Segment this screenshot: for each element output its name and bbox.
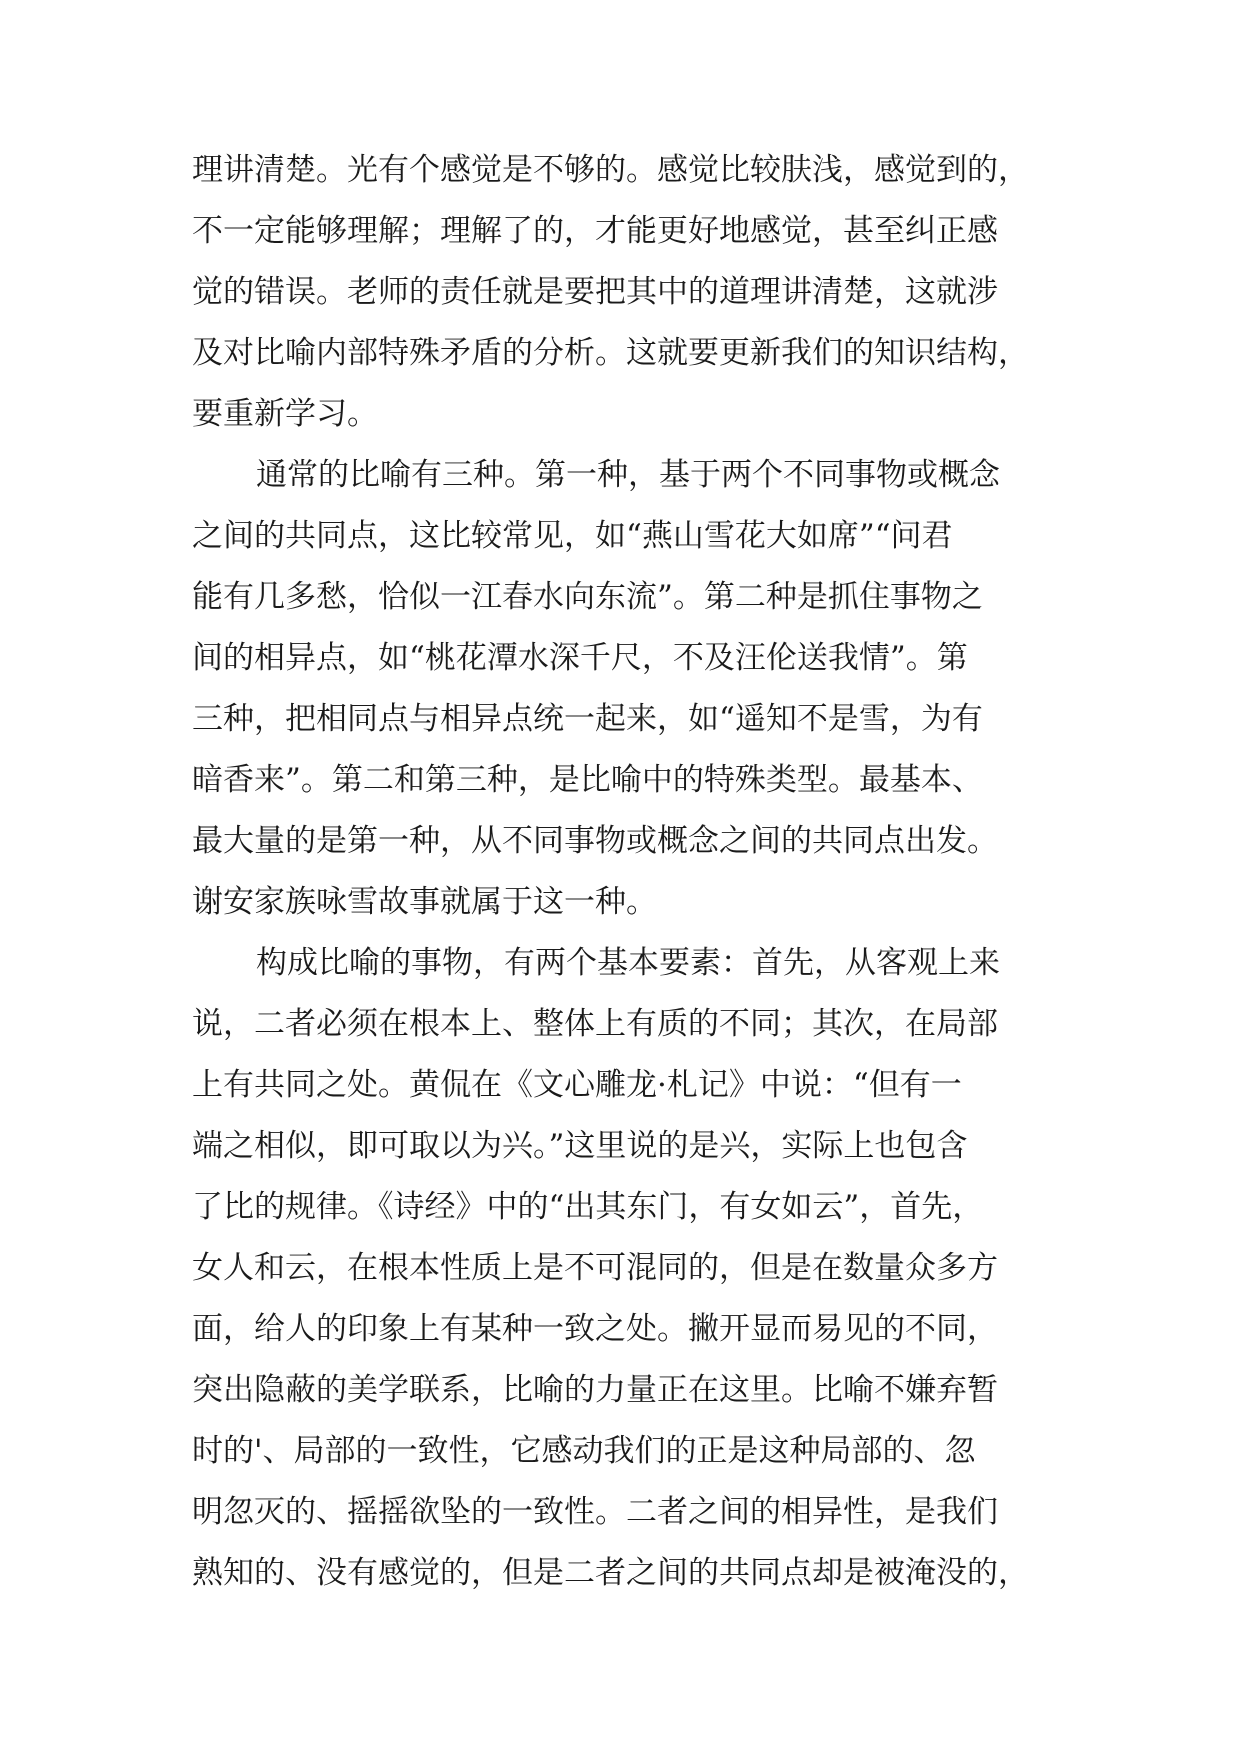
text-line: 端之相似，即可取以为兴。”这里说的是兴，实际上也包含: [192, 1128, 968, 1164]
paragraph-first-line: 构成比喻的事物，有两个基本要素：首先，从客观上来: [256, 945, 1000, 981]
text-line: 上有共同之处。黄侃在《文心雕龙·札记》中说：“但有一: [192, 1067, 962, 1103]
text-line: 女人和云，在根本性质上是不可混同的，但是在数量众多方: [192, 1250, 998, 1286]
text-line: 不一定能够理解；理解了的，才能更好地感觉，甚至纠正感: [192, 213, 998, 249]
text-line: 明忽灭的、摇摇欲坠的一致性。二者之间的相异性，是我们: [192, 1494, 998, 1530]
text-line: 突出隐蔽的美学联系，比喻的力量正在这里。比喻不嫌弃暂: [192, 1372, 998, 1408]
text-line: 三种，把相同点与相异点统一起来，如“遥知不是雪，为有: [192, 701, 983, 737]
text-line: 面，给人的印象上有某种一致之处。撇开显而易见的不同，: [192, 1311, 998, 1347]
document-body: [192, 140, 1052, 1604]
text-line: 及对比喻内部特殊矛盾的分析。这就要更新我们的知识结构，: [192, 335, 1029, 371]
text-line: 了比的规律。《诗经》中的“出其东门，有女如云”，首先，: [192, 1189, 984, 1225]
text-line: 之间的共同点，这比较常见，如“燕山雪花大如席”“问君: [192, 518, 953, 554]
text-line: 说，二者必须在根本上、整体上有质的不同；其次，在局部: [192, 1006, 998, 1042]
text-line: 暗香来”。第二和第三种，是比喻中的特殊类型。最基本、: [192, 762, 983, 798]
text-line: 要重新学习。: [192, 396, 378, 432]
text-line: 能有几多愁，恰似一江春水向东流”。第二种是抓住事物之: [192, 579, 983, 615]
text-line: 理讲清楚。光有个感觉是不够的。感觉比较肤浅，感觉到的，: [192, 152, 1029, 188]
text-line: 熟知的、没有感觉的，但是二者之间的共同点却是被淹没的，: [192, 1555, 1029, 1591]
text-line: 觉的错误。老师的责任就是要把其中的道理讲清楚，这就涉: [192, 274, 998, 310]
text-line: 最大量的是第一种，从不同事物或概念之间的共同点出发。: [192, 823, 998, 859]
text-line: 时的'、局部的一致性，它感动我们的正是这种局部的、忽: [192, 1433, 976, 1469]
paragraph-first-line: 通常的比喻有三种。第一种，基于两个不同事物或概念: [256, 457, 1000, 493]
text-line: 间的相异点，如“桃花潭水深千尺，不及汪伦送我情”。第: [192, 640, 968, 676]
text-line: 谢安家族咏雪故事就属于这一种。: [192, 884, 657, 920]
